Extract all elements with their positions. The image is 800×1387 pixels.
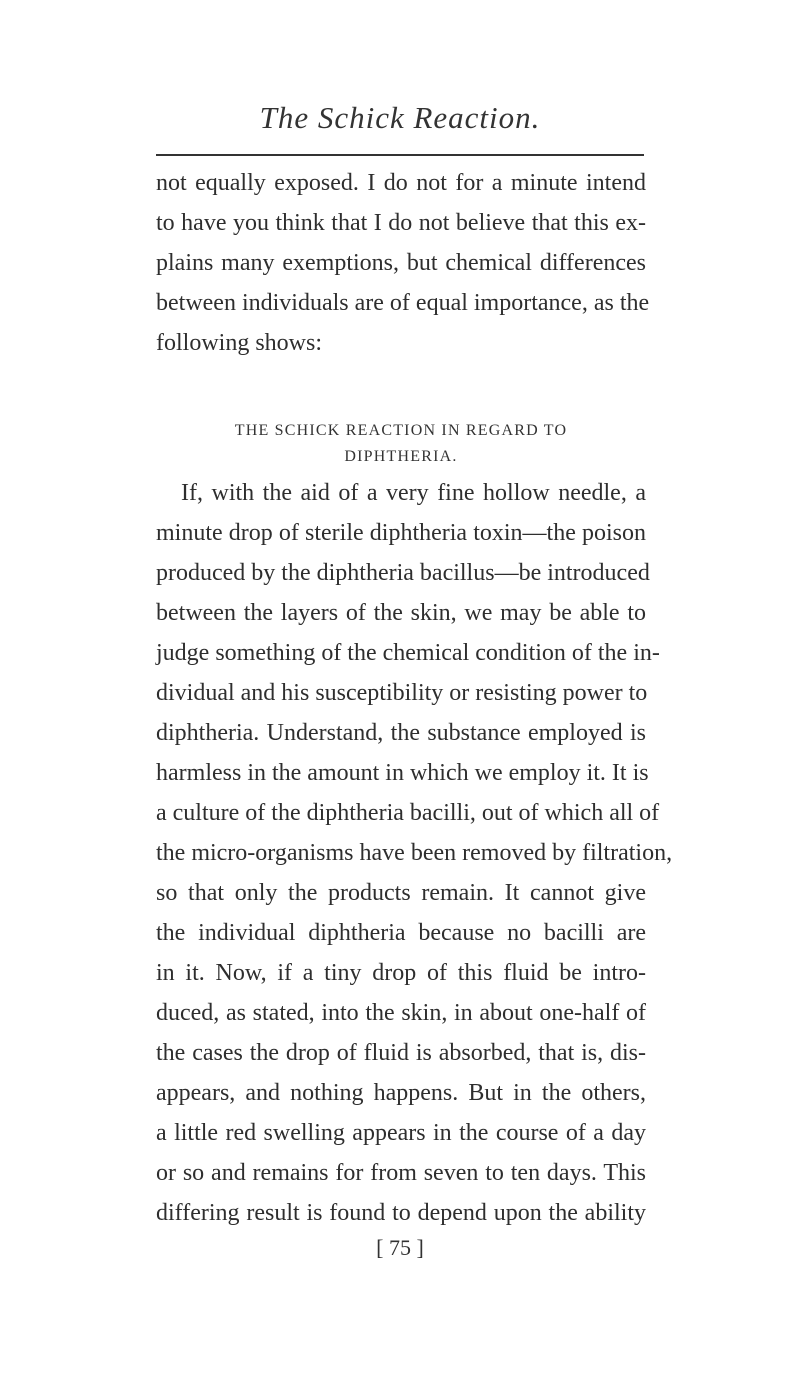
text-line: dividual and his susceptibility or resisting power to — [156, 680, 648, 706]
section-heading-line: DIPHTHERIA. — [344, 448, 458, 465]
text-line: following shows: — [156, 330, 323, 356]
text-line: the micro-organisms have been removed by filtration, — [156, 840, 673, 866]
text-line: appears, and nothing happens. But in the others, — [156, 1080, 646, 1106]
text-line: produced by the diphtheria bacillus—be introduced — [156, 560, 650, 586]
text-line: the individual diphtheria because no bacilli are — [156, 920, 646, 946]
text-line: a little red swelling appears in the course of a day — [156, 1120, 646, 1146]
text-line: or so and remains for from seven to ten days. This — [156, 1160, 646, 1186]
text-line: between individuals are of equal importance, as the — [156, 290, 650, 316]
text-line: duced, as stated, into the skin, in about one-half of — [156, 1000, 646, 1026]
text-line: the cases the drop of fluid is absorbed, that is, dis- — [156, 1040, 646, 1066]
text-line: If, with the aid of a very fine hollow needle, a — [181, 480, 646, 506]
section-heading — [156, 418, 646, 470]
text-line: to have you think that I do not believe that this ex- — [156, 210, 646, 236]
running-head: The Schick Reaction. — [259, 100, 541, 135]
text-line: in it. Now, if a tiny drop of this fluid be intro- — [156, 960, 646, 986]
section-heading-line: THE SCHICK REACTION IN REGARD TO — [234, 422, 568, 439]
text-line: diphtheria. Understand, the substance employed is — [156, 720, 646, 746]
header-rule — [156, 154, 644, 156]
text-line: plains many exemptions, but chemical differences — [156, 250, 646, 276]
text-line: judge something of the chemical condition of the in- — [156, 640, 660, 666]
text-line: not equally exposed. I do not for a minute intend — [156, 170, 646, 196]
text-line: differing result is found to depend upon the ability — [156, 1200, 646, 1226]
text-line: harmless in the amount in which we employ it. It is — [156, 760, 649, 786]
paragraph-2 — [156, 473, 673, 1233]
text-line: so that only the products remain. It cannot give — [156, 880, 646, 906]
paragraph-1 — [156, 163, 650, 363]
text-line: minute drop of sterile diphtheria toxin—the poison — [156, 520, 646, 546]
page-number: [ 75 ] — [376, 1235, 424, 1260]
text-line: between the layers of the skin, we may be able to — [156, 600, 646, 626]
text-line: a culture of the diphtheria bacilli, out of which all of — [156, 800, 660, 826]
